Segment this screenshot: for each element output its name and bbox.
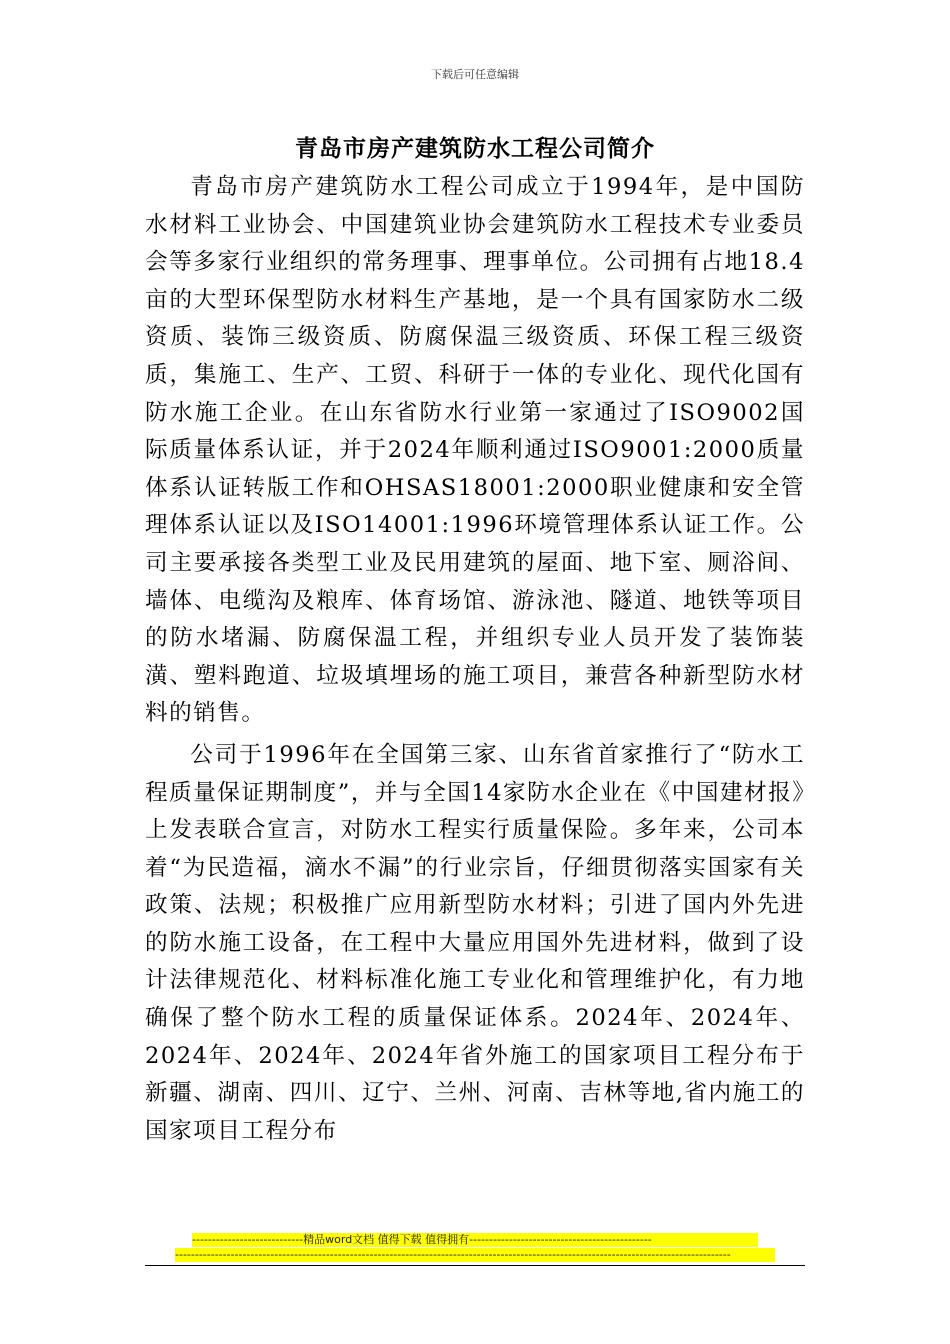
document-title: 青岛市房产建筑防水工程公司简介 (295, 136, 655, 162)
page-header-note: 下载后可任意编辑 (431, 68, 519, 81)
paragraph-1: 青岛市房产建筑防水工程公司成立于1994年，是中国防水材料工业协会、中国建筑业协会建筑防水工程技术专业委员会等多家行业组织的常务理事、理事单位。公司拥有占地18.4亩的大型环保型防水材料生产基地，是一个具有国家防水二级资质、装饰三级资质、防腐保温三级资质、环保工程三级资质，集施工、生产、工贸、科研于一体的专业化、现代化国有防水施工企业。在山东省防水行业第一家通过了ISO9002国际质量体系认证，并于2024年顺利通过ISO9001:2000质量体系认证转版工作和OHSAS18001:2000职业健康和安全管理体系认证以及ISO14001:1996环境管理体系认证工作。公司主要承接各类型工业及民用建筑的屋面、地下室、厕浴间、墙体、电缆沟及粮库、体育场馆、游泳池、隧道、地铁等项目的防水堵漏、防腐保温工程，并组织专业人员开发了装饰装潢、塑料跑道、垃圾填埋场的施工项目，兼营各种新型防水材料的销售。 (145, 174, 805, 727)
footer-banner-line-2: -------------------------------------------------------------------------------------------------------------------------------------------- (175, 1248, 775, 1262)
footer-banner-line-1: ----------------------------精品word文档 值得下载 值得拥有---------------------------------------------- (192, 1233, 758, 1247)
paragraph-2: 公司于1996年在全国第三家、山东省首家推行了“防水工程质量保证期制度”，并与全国14家防水企业在《中国建材报》上发表联合宣言，对防水工程实行质量保险。多年来，公司本着“为民造福，滴水不漏”的行业宗旨，仔细贯彻落实国家有关政策、法规；积极推广应用新型防水材料；引进了国内外先进的防水施工设备，在工程中大量应用国外先进材料，做到了设计法律规范化、材料标准化施工专业化和管理维护化，有力地确保了整个防水工程的质量保证体系。2024年、2024年、2024年、2024年、2024年省外施工的国家项目工程分布于新疆、湖南、四川、辽宁、兰州、河南、吉林等地,省内施工的国家项目工程分布 (145, 741, 805, 1144)
document-body (145, 169, 805, 1150)
footer-divider (145, 1265, 805, 1266)
